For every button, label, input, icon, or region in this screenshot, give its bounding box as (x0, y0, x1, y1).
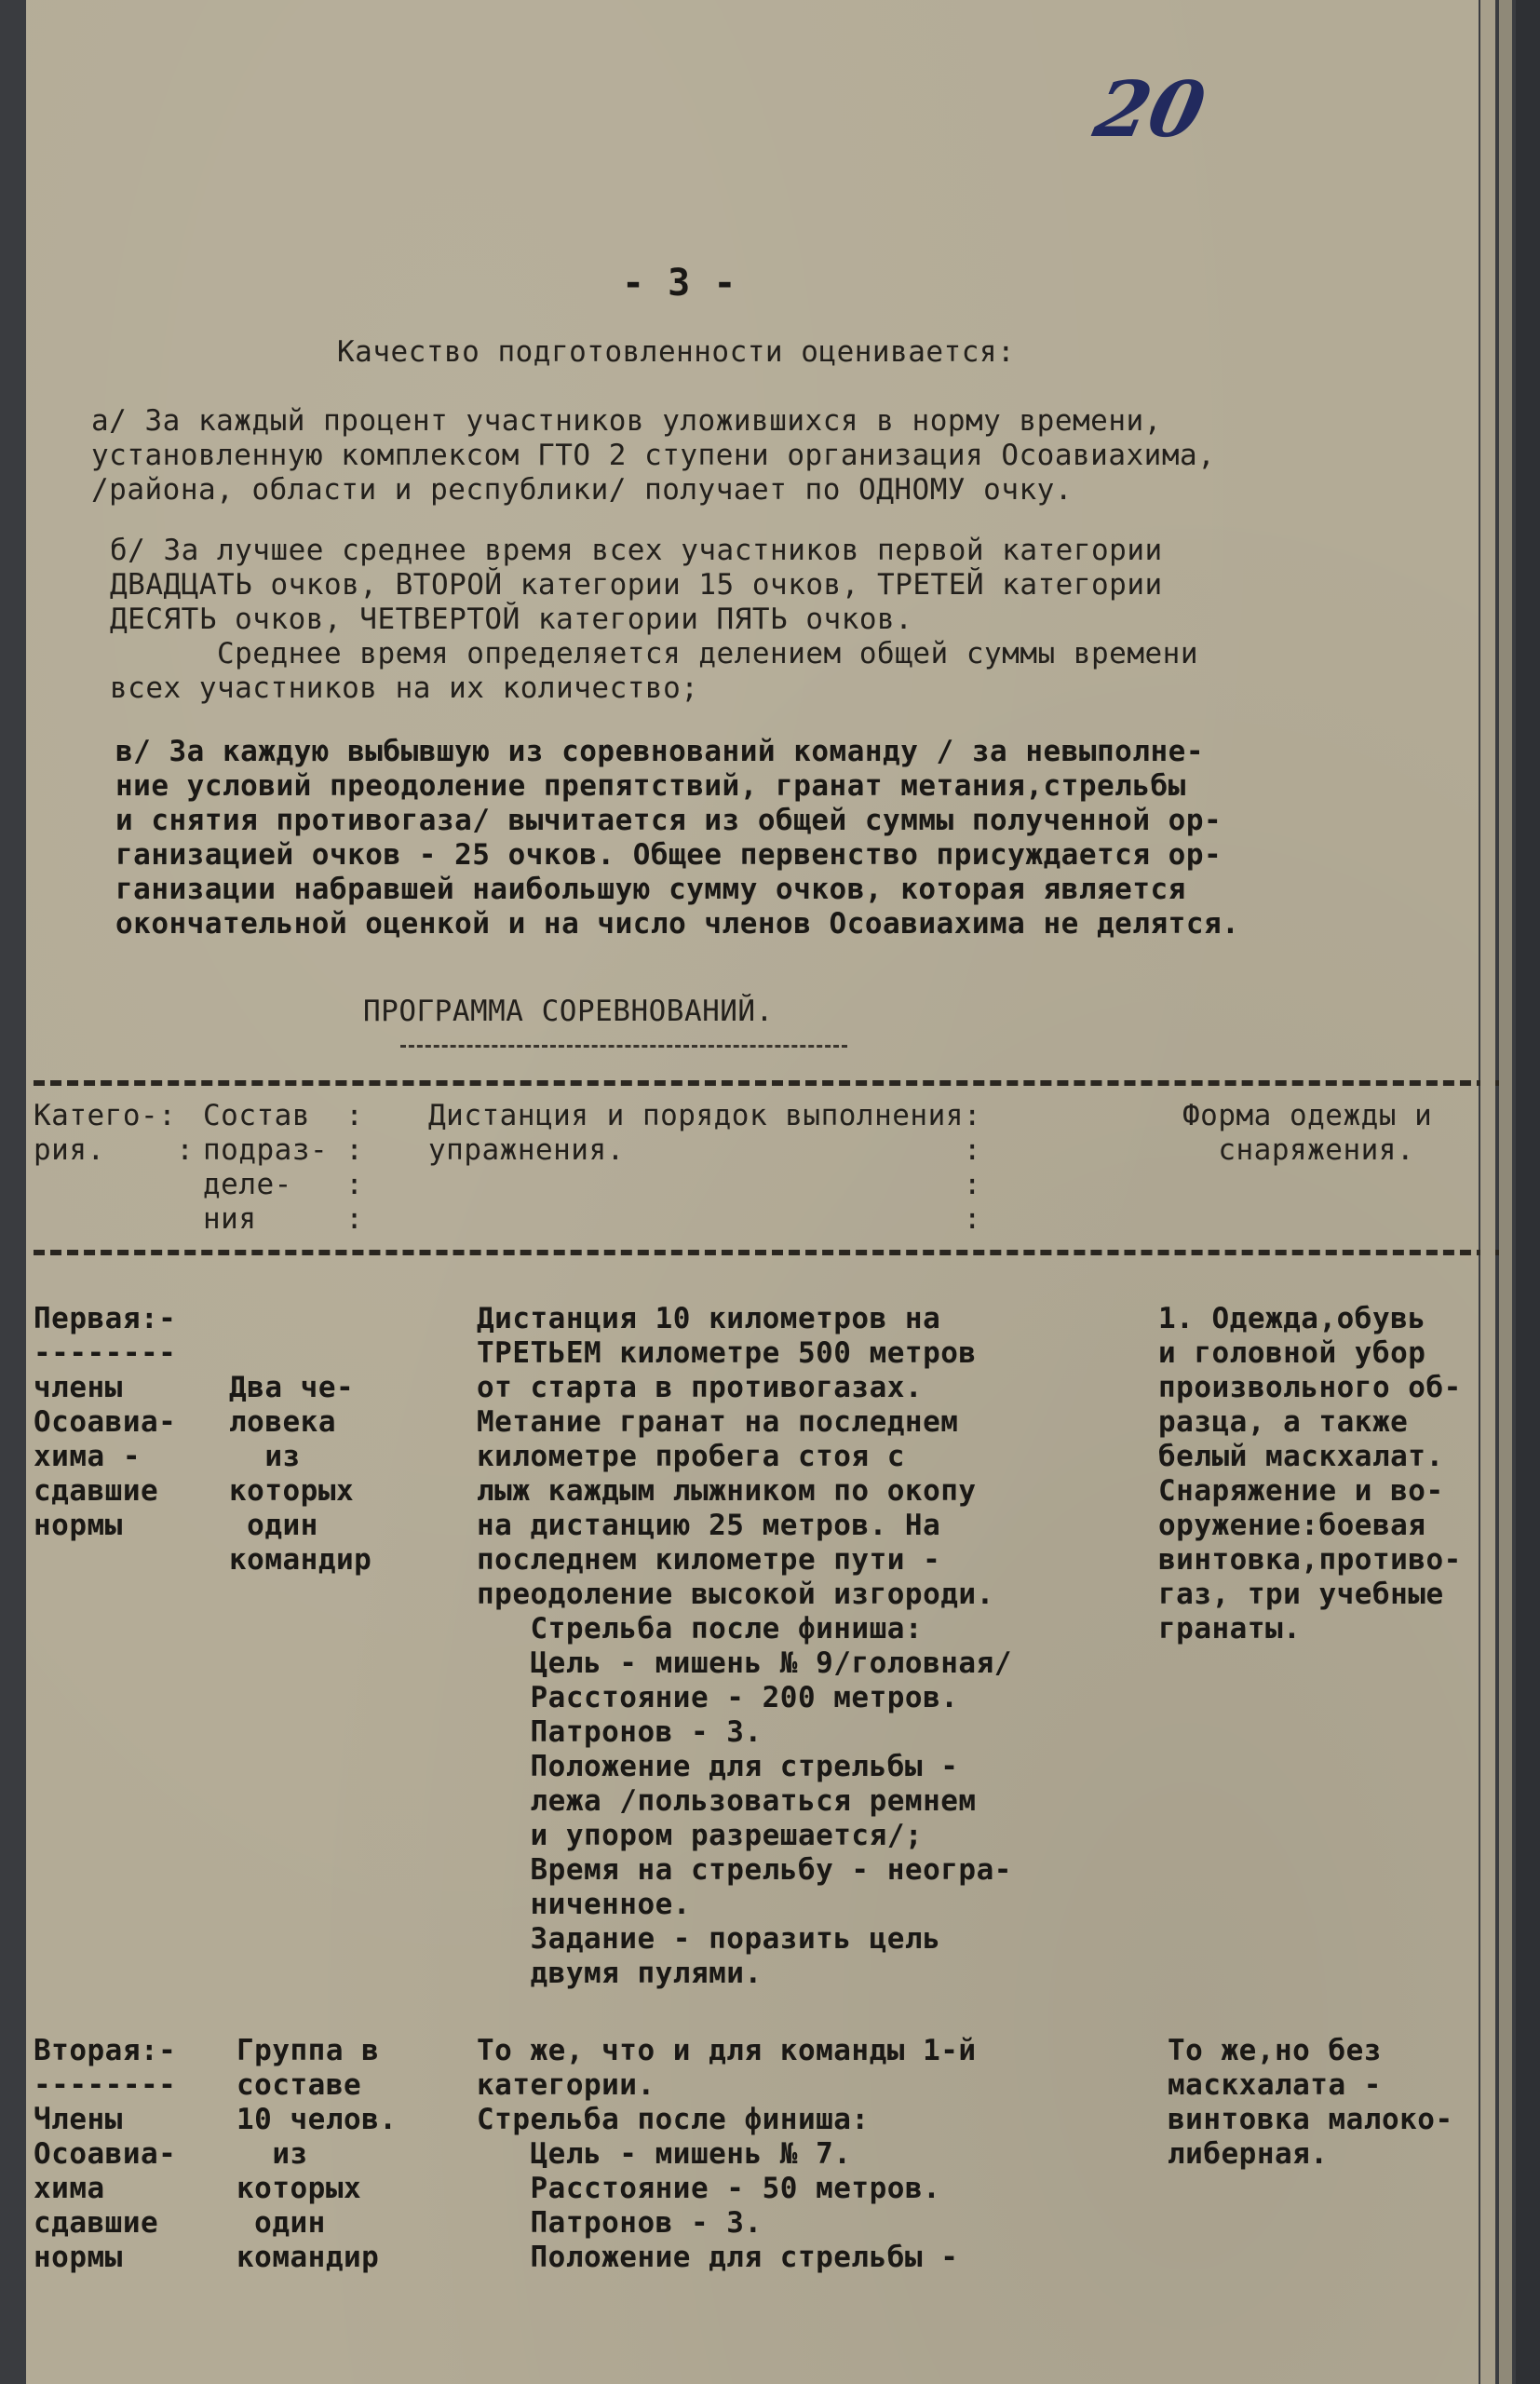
page-number: - 3 - (622, 262, 736, 305)
underlying-sheet-edge (1480, 0, 1495, 2384)
row1-program: Дистанция 10 километров на ТРЕТЬЕМ километре 500 метров от старта в противогазах. Метание гранат на последнем километре пробега стоя с лыж каждым лыжником по окопу на дистанцию 25 метров. На последнем километре пути - преодоление высокой изгороди. Стрельба после финиша: Цель - мишень № 9/головная/ Расстояние - 200 метров. Патронов - 3. Положение для стрельбы - лежа /пользоваться ремнем и упором разрешается/; Время на стрельбу - неогра- ниченное. Задание - поразить цель двумя пулями. (477, 1302, 1012, 1990)
document-page (26, 0, 1479, 2384)
row1-equipment: 1. Одежда,обувь и головной убор произвольного об- разца, а также белый маскхалат. Снаряжение и во- оружение:боевая винтовка,противо- газ, три учебные гранаты. (1158, 1302, 1462, 1646)
row2-equipment: То же,но без маскхалата - винтовка малоко- либерная. (1168, 2034, 1453, 2171)
row2-category: Вторая:- -------- Члены Осоавиа- хима сдавшие нормы (34, 2034, 177, 2274)
row1-unit: Два че- ловека из которых один командир (229, 1371, 372, 1577)
title-underline (400, 1045, 847, 1048)
table-top-rule (34, 1080, 1505, 1086)
header-equipment: Форма одежды и снаряжения. (1182, 1099, 1433, 1167)
row2-program: То же, что и для команды 1-й категории. Стрельба после финиша: Цель - мишень № 7. Расстояние - 50 метров. Патронов - 3. Положение для стрельбы - (477, 2034, 977, 2274)
paragraph-a: а/ За каждый процент участников уложившихся в норму времени, установленную комплексом ГТО 2 ступени организация Осоавиахима, /района, области и республики/ получает по ОДНОМУ очку. (91, 404, 1216, 507)
archive-page-number: 20 (1087, 65, 1213, 155)
row1-category: Первая:- -------- члены Осоавиа- хима - сдавшие нормы (34, 1302, 177, 1542)
underlying-sheet-edge (1499, 0, 1512, 2384)
paragraph-v: в/ За каждую выбывшую из соревнований команду / за невыполне- ние условий преодоление препятствий, гранат метания,стрельбы и снятия противогаза/ вычитается из общей суммы полученной ор- ганизацией очков - 25 очков. Общее первенство присуждается ор- ганизации набравшей наибольшую сумму очков, которая является окончательной оценкой и на число членов Осоавиахима не делятся. (115, 735, 1240, 941)
row2-unit: Группа в составе 10 челов. из которых один командир (236, 2034, 398, 2274)
paragraph-b: б/ За лучшее среднее время всех участников первой категории ДВАДЦАТЬ очков, ВТОРОЙ категории 15 очков, ТРЕТЕЙ категории ДЕСЯТЬ очков, ЧЕТВЕРТОЙ категории ПЯТЬ очков. Среднее время определяется делением общей суммы времени всех участников на их количество; (110, 534, 1198, 705)
background-edge (1516, 0, 1540, 2384)
program-title: ПРОГРАММА СОРЕВНОВАНИЙ. (363, 995, 774, 1028)
header-program: Дистанция и порядок выполнения: упражнения. : : : (428, 1099, 982, 1236)
header-unit: Состав : подраз- : деле- : ния : (203, 1099, 364, 1236)
quality-heading: Качество подготовленности оценивается: (337, 335, 1016, 369)
header-category: Катего-: рия. : (34, 1099, 195, 1167)
table-header-rule (34, 1250, 1505, 1255)
